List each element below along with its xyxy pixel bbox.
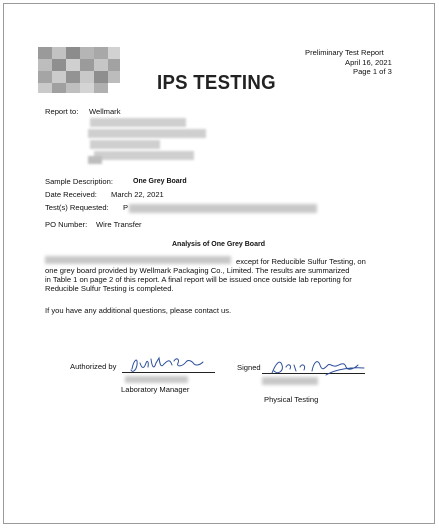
po-number-label: PO Number: [45, 220, 88, 229]
brand-name: IPS TESTING [157, 72, 276, 94]
body-line-3: in Table 1 on page 2 of this report. A final report will be issued once outside lab reporting for [45, 275, 352, 284]
po-number-value: Wire Transfer [96, 220, 142, 229]
body-redacted [45, 256, 231, 264]
tests-requested-label: Test(s) Requested: [45, 203, 109, 212]
date-received-label: Date Received: [45, 190, 97, 199]
signer-name-redacted [262, 377, 318, 385]
body-line-4: Reducible Sulfur Testing is completed. [45, 284, 174, 293]
report-to-company: Wellmark [89, 107, 121, 116]
signed-signature [266, 355, 368, 379]
page-number: Page 1 of 3 [353, 67, 392, 76]
body-line-1: except for Reducible Sulfur Testing, on [236, 257, 366, 266]
signed-label: Signed [237, 363, 261, 372]
authorized-by-label: Authorized by [70, 362, 117, 371]
analysis-heading: Analysis of One Grey Board [172, 241, 265, 248]
tests-requested-value: P [123, 203, 129, 212]
address-redacted [88, 116, 206, 164]
sample-description-value: One Grey Board [133, 178, 187, 185]
contact-line: If you have any additional questions, please contact us. [45, 306, 232, 315]
report-type: Preliminary Test Report [305, 48, 384, 57]
report-to-label: Report to: [45, 107, 79, 116]
company-logo-redacted [38, 47, 120, 93]
authorized-signature [128, 353, 206, 375]
sample-description-label: Sample Description: [45, 177, 113, 186]
body-line-2: one grey board provided by Wellmark Packaging Co., Limited. The results are summarized [45, 266, 350, 275]
date-received-value: March 22, 2021 [111, 190, 164, 199]
tests-requested-redacted [129, 204, 317, 213]
authorized-title: Laboratory Manager [121, 385, 190, 394]
report-date: April 16, 2021 [345, 58, 392, 67]
authorizer-name-redacted [125, 376, 188, 383]
signed-title: Physical Testing [264, 395, 319, 404]
